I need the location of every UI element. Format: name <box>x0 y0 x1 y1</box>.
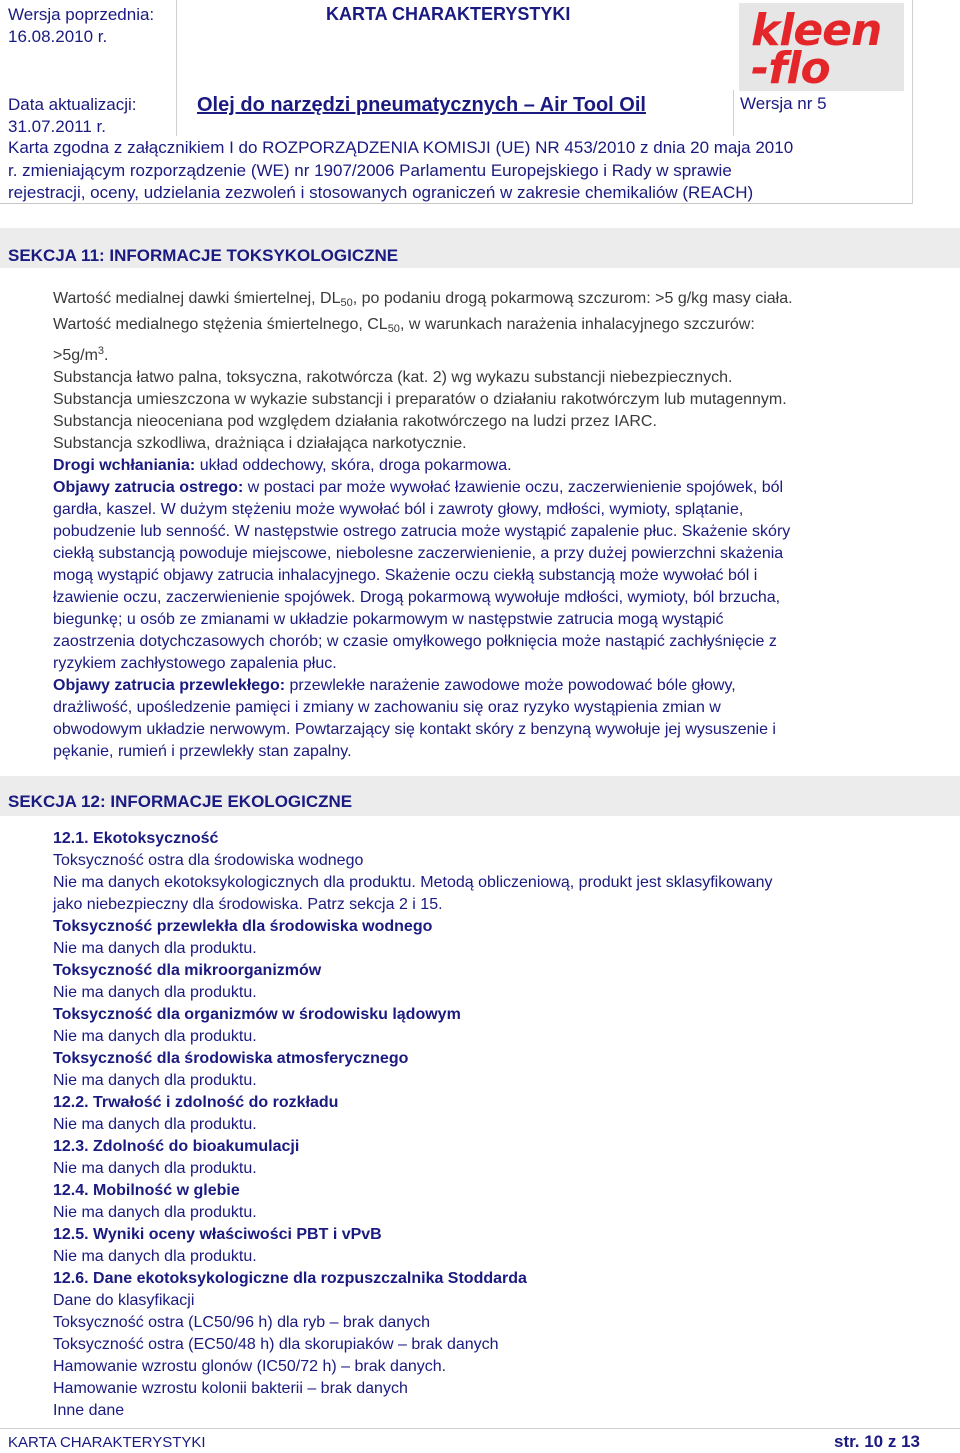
prev-version-date: 16.08.2010 r. <box>8 27 108 46</box>
kleen-flo-logo <box>739 3 904 94</box>
chronic-aquatic-heading: Toksyczność przewlekła dla środowiska wodnego <box>53 918 433 935</box>
stoddard-line: Toksyczność ostra (EC50/48 h) dla skorupiaków – brak danych <box>53 1336 499 1353</box>
no-data-line: Nie ma danych dla produktu. <box>53 1072 257 1089</box>
ecotox-line: Toksyczność ostra dla środowiska wodnego <box>53 852 364 869</box>
routes-line: Drogi wchłaniania: układ oddechowy, skóra, droga pokarmowa. <box>53 457 512 474</box>
document-header <box>0 0 960 136</box>
regulation-line-2: r. zmieniającym rozporządzenie (WE) nr 1907/2006 Parlamentu Europejskiego i Rady w sprawie <box>8 161 732 180</box>
carcinogen-list-line: Substancja umieszczona w wykazie substancji i preparatów o działaniu rakotwórczym lub mutagennym. <box>53 391 787 408</box>
stoddard-heading: 12.6. Dane ekotoksykologiczne dla rozpuszczalnika Stoddarda <box>53 1270 527 1287</box>
stoddard-line: Dane do klasyfikacji <box>53 1292 195 1309</box>
divider <box>912 0 913 204</box>
ecotox-heading: 12.1. Ekotoksyczność <box>53 830 219 847</box>
microorganisms-heading: Toksyczność dla mikroorganizmów <box>53 962 322 979</box>
prev-version-label: Wersja poprzednia: <box>8 5 155 24</box>
divider <box>176 90 177 136</box>
no-data-line: Nie ma danych dla produktu. <box>53 1204 257 1221</box>
update-date: 31.07.2011 r. <box>8 117 106 136</box>
acute-symptoms: Objawy zatrucia ostrego: w postaci par może wywołać łzawienie oczu, zaczerwienienie spojówek, ból gardła, kaszel. W dużym stężeniu może wywołać ból i zawroty głowy, mdłości, wymioty, splątanie, pobudzenie lub senność. W następstwie ostrego zatrucia może wystąpić zapalenie płuc. Skażenie skóry ciekłą substancją powoduje miejscowe, niebolesne zaczerwienienie, a przy dużej powierzchni skażenia mogą wystąpić objawy zatrucia inhalacyjnego. Skażenie oczu ciekłą substancją może wywołać ból i łzawienie oczu, zaczerwienienie spojówek. Drogą pokarmową wywołuje mdłości, wymioty, ból brzucha, biegunkę; u osób ze zmianami w układzie pokarmowym w następstwie zatrucia mogą wystąpić zaostrzenia dotychczasowych chorób; w czasie omyłkowego połknięcia może nastąpić zachłyśnięcie z ryzykiem zachłystowego zapalenia płuc. <box>53 479 791 672</box>
stoddard-line: Inne dane <box>53 1402 125 1419</box>
section-12-title: SEKCJA 12: INFORMACJE EKOLOGICZNE <box>8 792 353 811</box>
soil-heading: Toksyczność dla organizmów w środowisku lądowym <box>53 1006 461 1023</box>
no-data-line: Nie ma danych dla produktu. <box>53 1028 257 1045</box>
bioaccumulation-heading: 12.3. Zdolność do bioakumulacji <box>53 1138 300 1155</box>
section-12-header <box>0 772 960 816</box>
pbt-heading: 12.5. Wyniki oceny właściwości PBT i vPvB <box>53 1226 382 1243</box>
atmosphere-heading: Toksyczność dla środowiska atmosferycznego <box>53 1050 409 1067</box>
page-number: str. 10 z 13 <box>833 1432 920 1451</box>
footer-doc-type: KARTA CHARAKTERYSTYKI <box>8 1434 206 1451</box>
stoddard-line: Toksyczność ostra (LC50/96 h) dla ryb – brak danych <box>53 1314 431 1331</box>
version-number: Wersja nr 5 <box>740 94 827 113</box>
section-12-body <box>53 828 933 1422</box>
no-data-line: Nie ma danych dla produktu. <box>53 940 257 957</box>
section-11-header <box>0 224 960 268</box>
no-data-line: Nie ma danych dla produktu. <box>53 984 257 1001</box>
ecotox-line: jako niebezpieczny dla środowiska. Patrz sekcja 2 i 15. <box>53 896 443 913</box>
section-11-title: SEKCJA 11: INFORMACJE TOKSYKOLOGICZNE <box>8 246 399 265</box>
no-data-line: Nie ma danych dla produktu. <box>53 1248 257 1265</box>
section-11-body <box>53 288 933 763</box>
header-dates <box>0 0 177 136</box>
chronic-symptoms: Objawy zatrucia przewlekłego: przewlekłe narażenie zawodowe może powodować bóle głowy, drażliwość, upośledzenie pamięci i zmiany w zachowaniu się oraz ryzyko wystąpienia zmian w obwodowym układzie nerwowym. Powtarzający się kontakt skóry z benzyną wywołuje jej wysuszenie i pękanie, rumień i przewlekły stan zapalny. <box>53 677 776 760</box>
regulation-line-3: rejestracji, oceny, udzielania zezwoleń i stosowanych ograniczeń w zakresie chemikaliów (REACH) <box>8 183 754 202</box>
header-bottom-border <box>0 203 913 204</box>
lc50-value-line: $>5g/m^3$. <box>53 345 109 364</box>
stoddard-line: Hamowanie wzrostu kolonii bakterii – brak danych <box>53 1380 408 1397</box>
harmful-line: Substancja szkodliwa, drażniąca i działająca narkotycznie. <box>53 435 467 452</box>
no-data-line: Nie ma danych dla produktu. <box>53 1160 257 1177</box>
document-type: KARTA CHARAKTERYSTYKI <box>326 4 571 24</box>
mobility-heading: 12.4. Mobilność w glebie <box>53 1182 240 1199</box>
ecotox-line: Nie ma danych ekotoksykologicznych dla produktu. Metodą obliczeniową, produkt jest sklasyfikowany <box>53 874 773 891</box>
regulation-line-1: Karta zgodna z załącznikiem I do ROZPORZĄDZENIA KOMISJI (UE) NR 453/2010 z dnia 20 maja 2010 <box>8 138 794 157</box>
footer-divider <box>0 1428 960 1429</box>
iarc-line: Substancja nieoceniana pod względem działania rakotwórczego na ludzi przez IARC. <box>53 413 657 430</box>
update-label: Data aktualizacji: <box>8 95 137 114</box>
ld50-line: Wartość medialnej dawki śmiertelnej, $DL_{50}$, po podaniu drogą pokarmową szczurom: >5 g/kg masy ciała. <box>53 290 793 309</box>
logo-text-flo: -flo <box>751 43 830 94</box>
flammable-line: Substancja łatwo palna, toksyczna, rakotwórcza (kat. 2) wg wykazu substancji niebezpiecznych. <box>53 369 733 386</box>
persistence-heading: 12.2. Trwałość i zdolność do rozkładu <box>53 1094 339 1111</box>
no-data-line: Nie ma danych dla produktu. <box>53 1116 257 1133</box>
product-name: Olej do narzędzi pneumatycznych – Air Tool Oil <box>197 94 646 116</box>
divider <box>733 90 734 136</box>
lc50-line: Wartość medialnego stężenia śmiertelnego, $CL_{50}$, w warunkach narażenia inhalacyjnego szczurów: <box>53 316 755 335</box>
logo-text-kleen: kleen <box>751 5 882 56</box>
stoddard-line: Hamowanie wzrostu glonów (IC50/72 h) – brak danych. <box>53 1358 447 1375</box>
